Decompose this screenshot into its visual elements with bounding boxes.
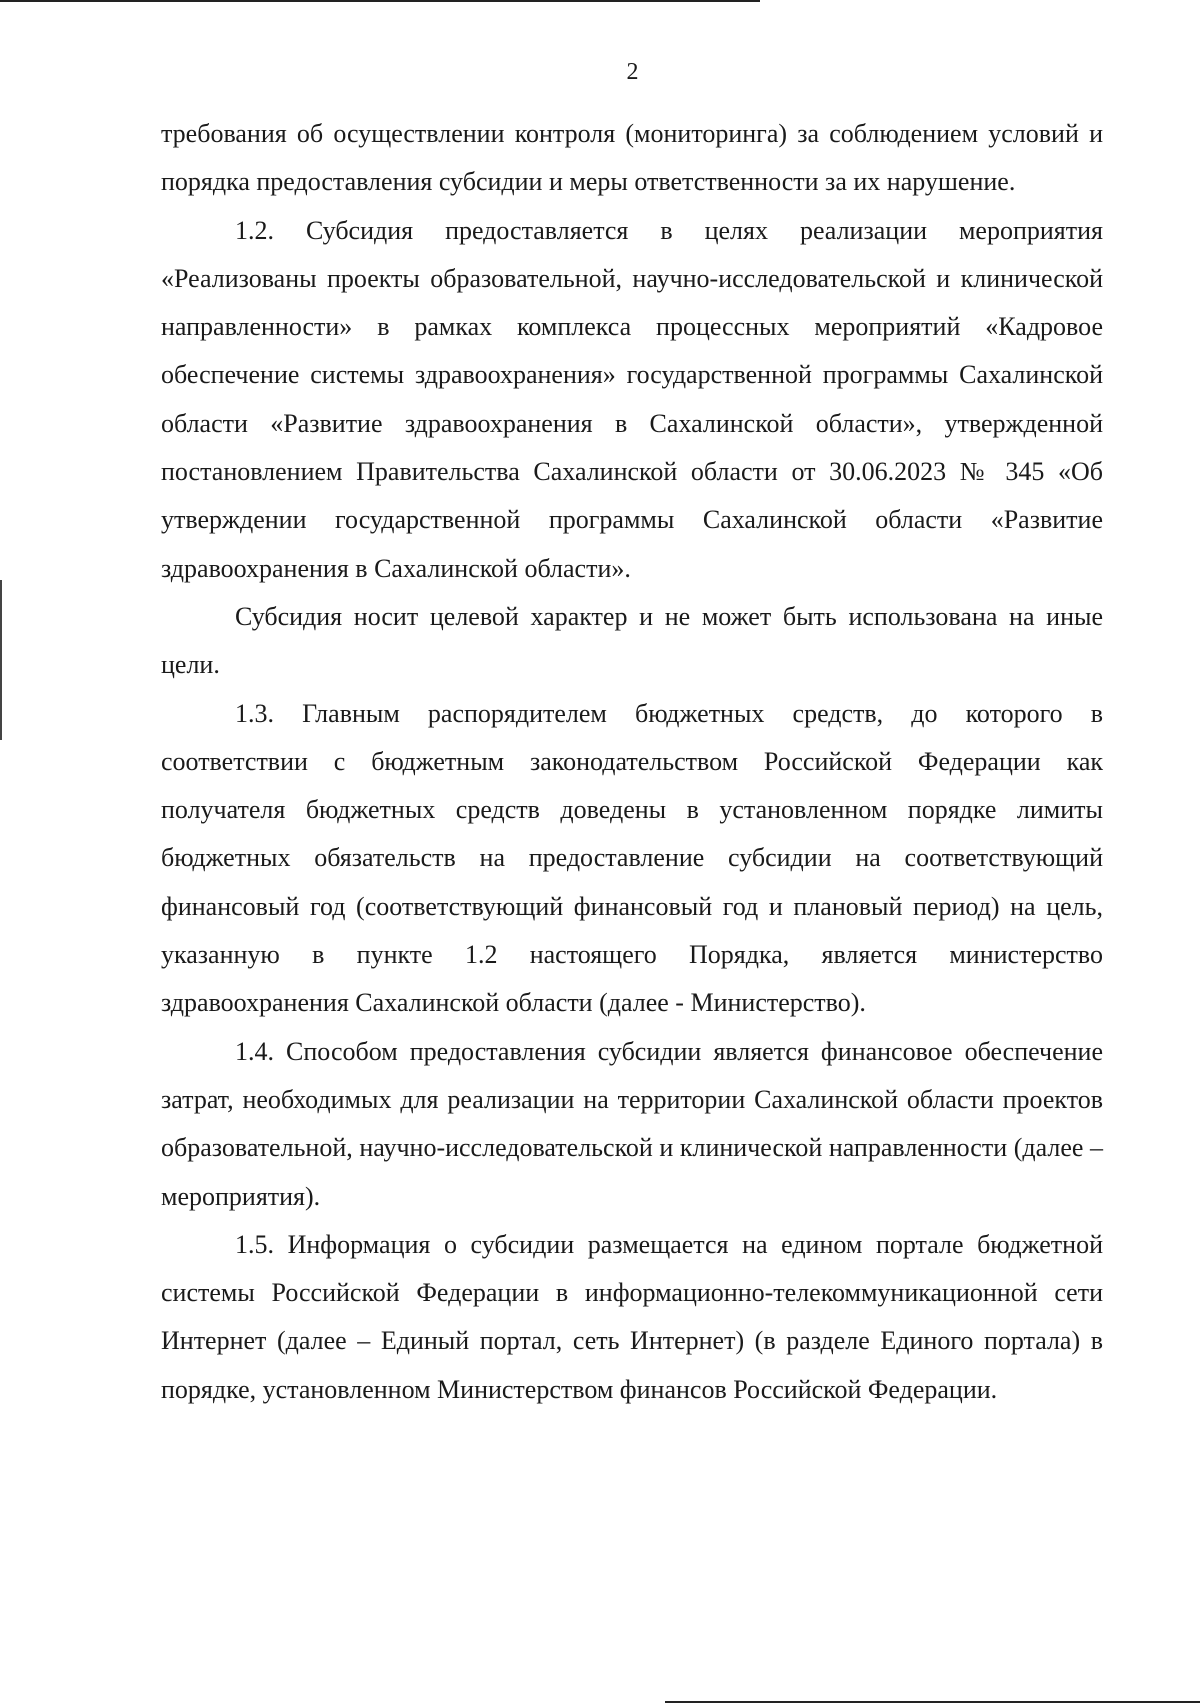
paragraph-1-4: 1.4. Способом предоставления субсидии является финансовое обеспечение затрат, необходимых для реализации на территории Сахалинской области проектов образовательной, научно-исследовательской и клинической направленности (далее – мероприятия). [161,1036,1103,1211]
paragraph-1-3: 1.3. Главным распорядителем бюджетных средств, до которого в соответствии с бюджетным законодательством Российской Федерации как получателя бюджетных средств доведены в установленном порядке лимиты бюджетных обязательств на предоставление субсидии на соответствующий финансовый год (соответствующий финансовый год и плановый период) на цель, указанную в пункте 1.2 настоящего Порядка, является министерство здравоохранения Сахалинской области (далее - Министерство). [161,698,1103,1018]
paragraph-intro: требования об осуществлении контроля (мониторинга) за соблюдением условий и порядка предоставления субсидии и меры ответственности за их нарушение. [161,119,1103,197]
scan-edge-bottom [665,1701,1200,1703]
document-body [161,110,1103,1414]
paragraph-1-2: 1.2. Субсидия предоставляется в целях реализации мероприятия «Реализованы проекты образовательной, научно-исследовательской и клинической направленности» в рамках комплекса процессных мероприятий «Кадровое обеспечение системы здравоохранения» государственной программы Сахалинской области «Развитие здравоохранения в Сахалинской области», утвержденной постановлением Правительства Сахалинской области от 30.06.2023 № 345 «Об утверждении государственной программы Сахалинской области «Развитие здравоохранения в Сахалинской области». [161,215,1103,583]
paragraph-1-5: 1.5. Информация о субсидии размещается на едином портале бюджетной системы Российской Федерации в информационно-телекоммуникационной сети Интернет (далее – Единый портал, сеть Интернет) (в разделе Единого портала) в порядке, установленном Министерством финансов Российской Федерации. [161,1229,1103,1404]
scan-edge-left [0,580,2,740]
page-number: 2 [626,59,639,85]
paragraph-target-purpose: Субсидия носит целевой характер и не может быть использована на иные цели. [161,601,1103,680]
scan-edge-top [0,0,760,2]
